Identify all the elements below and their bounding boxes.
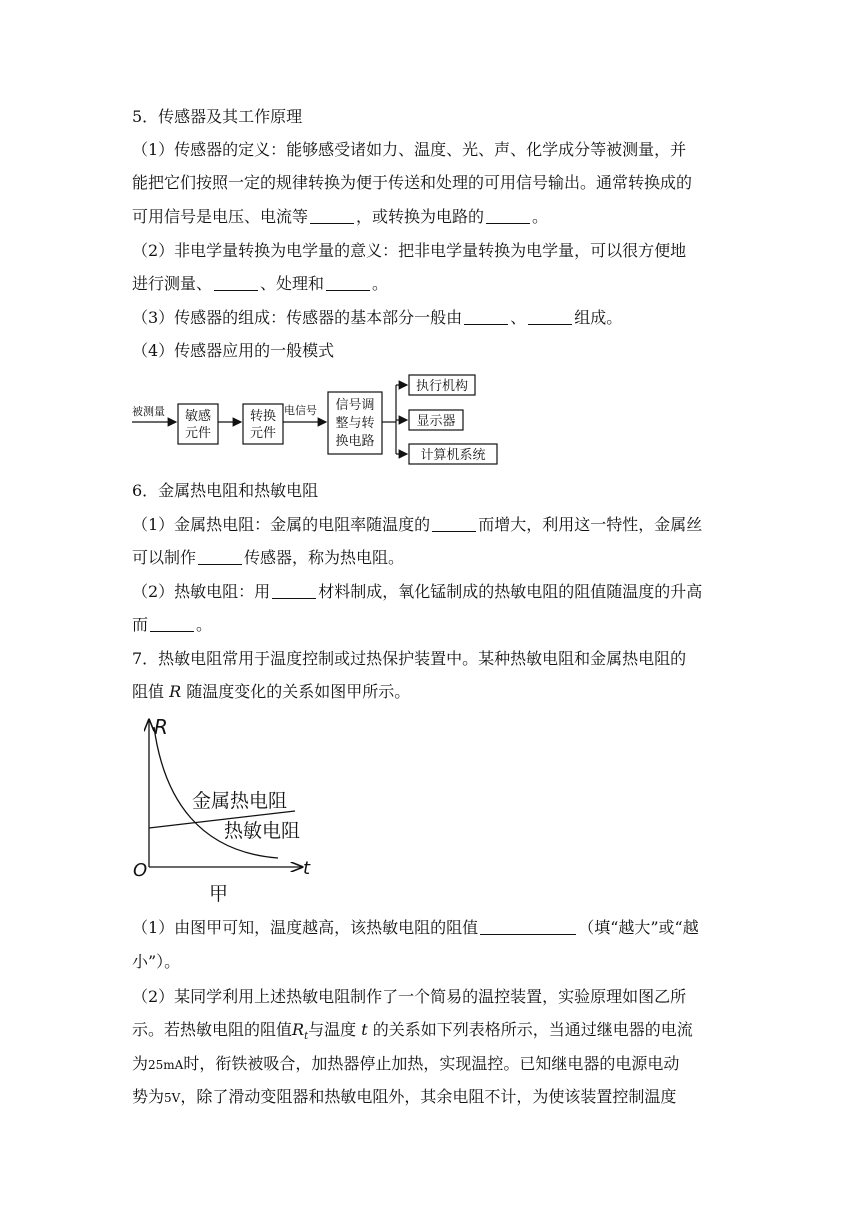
- answer-blank[interactable]: [480, 918, 576, 935]
- s5-p1-line2: 能把它们按照一定的规律转换为便于传送和处理的可用信号输出。通常转换成的: [132, 173, 693, 192]
- s5-p3: [132, 307, 622, 329]
- text: 可以制作: [132, 548, 197, 567]
- text: 而增大，利用这一特性，金属丝: [478, 515, 703, 534]
- answer-blank[interactable]: [464, 308, 508, 325]
- text: （2）热敏电阻：用: [132, 582, 271, 601]
- actuator-label: 执行机构: [415, 379, 469, 394]
- adjust-line3: 换电路: [335, 434, 375, 449]
- s7-q2-line3: [132, 1053, 679, 1076]
- answer-blank[interactable]: [432, 515, 476, 532]
- text: 。: [532, 207, 549, 226]
- answer-blank[interactable]: [214, 274, 258, 291]
- text: 传感器，称为热电阻。: [244, 548, 405, 567]
- answer-blank[interactable]: [326, 274, 370, 291]
- resistance-temperature-graph: [130, 712, 330, 908]
- t-symbol: t: [361, 1020, 368, 1039]
- s7-q2-line4: [132, 1086, 676, 1109]
- label-metal-resistor: 金属热电阻: [192, 790, 288, 812]
- answer-blank[interactable]: [528, 308, 572, 325]
- text: 进行测量、: [132, 274, 213, 293]
- computer-label: 计算机系统: [420, 448, 486, 463]
- s5-p1-line1: （1）传感器的定义：能够感受诸如力、温度、光、声、化学成分等被测量，并: [132, 140, 687, 159]
- answer-blank[interactable]: [150, 615, 194, 632]
- sensitive-line1: 敏感: [184, 409, 212, 424]
- text: 可用信号是电压、电流等: [132, 207, 309, 226]
- label-thermistor: 热敏电阻: [224, 820, 301, 842]
- s5-p1-line3: [132, 206, 548, 228]
- text: 与温度: [308, 1020, 357, 1039]
- s5-p2-line2: [132, 273, 388, 295]
- resistance-symbol: R: [169, 682, 182, 701]
- text: 为: [132, 1054, 149, 1073]
- text: （填“越大”或“越: [578, 918, 699, 937]
- sensitive-line2: 元件: [184, 426, 212, 441]
- text: 势为: [132, 1087, 165, 1106]
- sensor-flow-diagram: [130, 372, 510, 472]
- x-axis-label: t: [303, 858, 311, 879]
- text: 的关系如下列表格所示，当通过继电器的电流: [372, 1020, 693, 1039]
- answer-blank[interactable]: [486, 207, 530, 224]
- signal-label: 电信号: [284, 404, 317, 417]
- origin-label: O: [133, 860, 148, 881]
- text: （1）由图甲可知，温度越高，该热敏电阻的阻值: [132, 918, 479, 937]
- text: 阻值: [132, 682, 165, 701]
- text: 。: [196, 615, 213, 634]
- section-5-title: 5．传感器及其工作原理: [132, 107, 303, 126]
- s7-q2-line2: [132, 1019, 693, 1048]
- s6-p1-line1: [132, 514, 702, 536]
- answer-blank[interactable]: [310, 207, 354, 224]
- text: 。: [372, 274, 389, 293]
- text: 、处理和: [260, 274, 325, 293]
- text: 、: [510, 308, 527, 327]
- convert-line2: 元件: [249, 426, 277, 441]
- s7-line2: [132, 681, 410, 703]
- text: 材料制成，氧化锰制成的热敏电阻的阻值随温度的升高: [318, 582, 703, 601]
- s7-q1-line2: 小”）。: [132, 952, 181, 971]
- s6-p2-line2: [132, 614, 212, 636]
- s7-q1-line1: [132, 917, 699, 939]
- text: ，除了滑动变阻器和热敏电阻外，其余电阻不计，为使该装置控制温度: [180, 1087, 677, 1106]
- text: 时，衔铁被吸合，加热器停止加热，实现温控。已知继电器的电源电动: [183, 1054, 680, 1073]
- text: 随温度变化的关系如图甲所示。: [186, 682, 411, 701]
- adjust-line2: 整与转: [335, 416, 375, 431]
- s7-q2-line1: （2）某同学利用上述热敏电阻制作了一个简易的温控装置，实验原理如图乙所: [132, 987, 687, 1006]
- s5-p4: （4）传感器应用的一般模式: [132, 341, 335, 360]
- display-label: 显示器: [416, 414, 456, 429]
- text: ，或转换为电路的: [356, 207, 485, 226]
- s6-p2-line1: [132, 581, 702, 603]
- text: 而: [132, 615, 149, 634]
- rt-symbol: R: [292, 1020, 305, 1039]
- graph-caption: 甲: [209, 883, 229, 905]
- current-value: 25mA: [148, 1058, 184, 1072]
- s5-p2-line1: （2）非电学量转换为电学量的意义：把非电学量转换为电学量，可以很方便地: [132, 241, 687, 260]
- y-axis-label: R: [154, 715, 168, 739]
- text: 组成。: [574, 308, 623, 327]
- answer-blank[interactable]: [198, 548, 242, 565]
- emf-value: 5V: [164, 1091, 181, 1105]
- section-6-title: 6．金属热电阻和热敏电阻: [132, 481, 319, 500]
- adjust-line1: 信号调: [335, 398, 375, 413]
- text: 示。若热敏电阻的阻值: [132, 1020, 293, 1039]
- section-7-title: 7．热敏电阻常用于温度控制或过热保护装置中。某种热敏电阻和金属热电阻的: [132, 649, 687, 668]
- text: （3）传感器的组成：传感器的基本部分一般由: [132, 308, 463, 327]
- flow-input-label: 被测量: [132, 405, 165, 418]
- answer-blank[interactable]: [272, 582, 316, 599]
- text: （1）金属热电阻：金属的电阻率随温度的: [132, 515, 431, 534]
- rt-subscript: t: [304, 1031, 309, 1042]
- s6-p1-line2: [132, 547, 404, 569]
- convert-line1: 转换: [249, 409, 277, 424]
